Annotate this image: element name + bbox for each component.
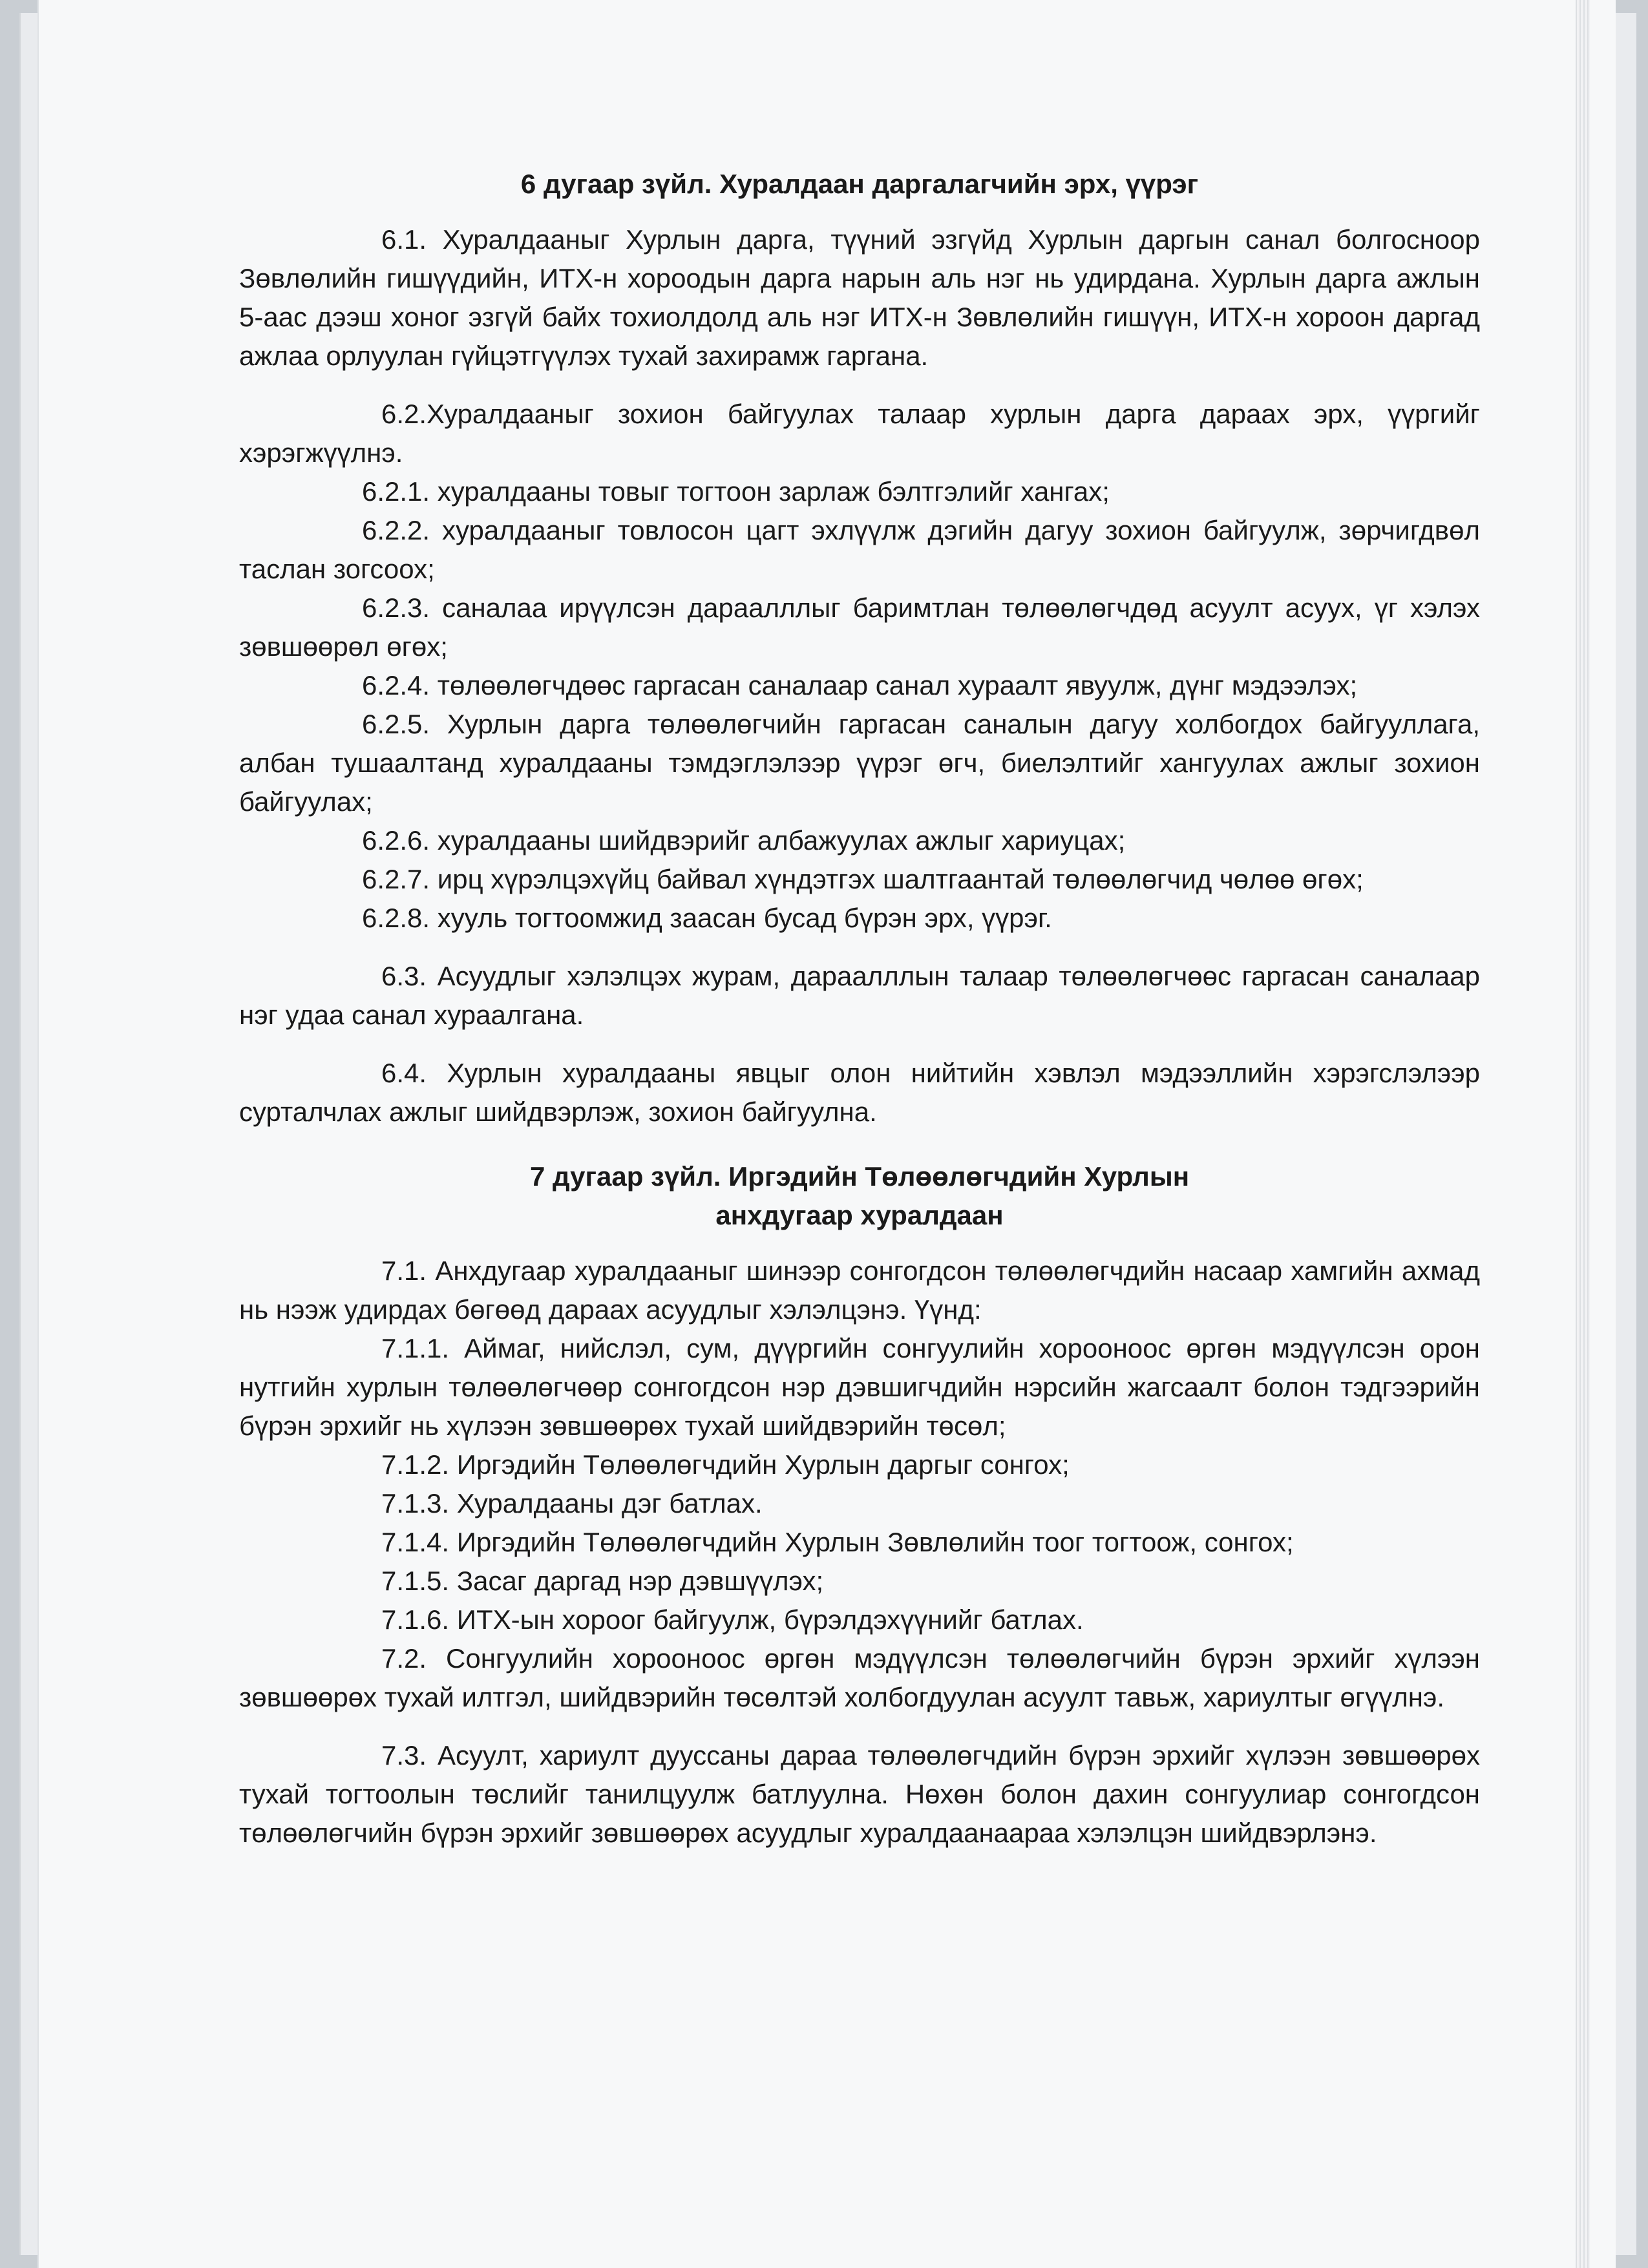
paragraph-6-2-4: 6.2.4. төлөөлөгчдөөс гаргасан саналаар санал хураалт явуулж, дүнг мэдээлэх; <box>362 670 1358 700</box>
paragraph-6-4: 6.4. Хурлын хуралдааны явцыг олон нийтийн хэвлэл мэдээллийн хэрэгслэлээр сурталчлах ажлыг шийдвэрлэж, зохион байгуулна. <box>239 1058 1480 1127</box>
paragraph-7-1-1: 7.1.1. Аймаг, нийслэл, сум, дүүргийн сонгуулийн хорооноос өргөн мэдүүлсэн орон нутгийн хурлын төлөөлөгчөөр сонгогдсон нэр дэвшигчдийн нэрсийн жагсаалт болон тэдгээрийн бүрэн эрхийг нь хүлээн зөвшөөрөх тухай шийдвэрийн төсөл; <box>239 1333 1480 1441</box>
paragraph-6-2-6: 6.2.6. хуралдааны шийдвэрийг албажуулах ажлыг хариуцах; <box>362 825 1126 856</box>
paragraph-6-2-5: 6.2.5. Хурлын дарга төлөөлөгчийн гаргасан саналын дагуу холбогдох байгууллага, албан тушаалтанд хуралдааны тэмдэглэлээр үүрэг өгч, биелэлтийг хангуулах ажлыг зохион байгуулах; <box>239 709 1480 817</box>
paragraph-6-2-2: 6.2.2. хуралдааныг товлосон цагт эхлүүлж дэгийн дагуу зохион байгуулж, зөрчигдвөл таслан зогсоох; <box>239 515 1480 584</box>
paper-edge-lines <box>1576 0 1590 2268</box>
paragraph-7-1-4: 7.1.4. Иргэдийн Төлөөлөгчдийн Хурлын Зөвлөлийн тоог тогтоож, сонгох; <box>381 1527 1294 1557</box>
paragraph-6-2-1: 6.2.1. хуралдааны товыг тогтоон зарлаж бэлтгэлийг хангах; <box>362 476 1110 507</box>
paragraph-7-1-5: 7.1.5. Засаг даргад нэр дэвшүүлэх; <box>381 1566 824 1596</box>
paragraph-6-2-3: 6.2.3. саналаа ирүүлсэн дараалллыг баримтлан төлөөлөгчдөд асуулт асуух, үг хэлэх зөвшөөрөл өгөх; <box>239 593 1480 662</box>
paragraph-7-1-2: 7.1.2. Иргэдийн Төлөөлөгчдийн Хурлын даргыг сонгох; <box>381 1449 1070 1480</box>
paragraph-6-2: 6.2.Хуралдааныг зохион байгуулах талаар хурлын дарга дараах эрх, үүргийг хэрэгжүүлнэ. <box>239 399 1480 468</box>
paragraph-7-1-6: 7.1.6. ИТХ-ын хороог байгуулж, бүрэлдэхүүнийг батлах. <box>381 1604 1084 1635</box>
paragraph-6-2-7: 6.2.7. ирц хүрэлцэхүйц байвал хүндэтгэх шалтгаантай төлөөлөгчид чөлөө өгөх; <box>362 864 1364 894</box>
article-7-title-line-1: 7 дугаар зүйл. Иргэдийн Төлөөлөгчдийн Хурлын <box>529 1161 1190 1192</box>
document-body <box>239 165 1480 1853</box>
paragraph-6-3: 6.3. Асуудлыг хэлэлцэх журам, дараалллын талаар төлөөлөгчөөс гаргасан саналаар нэг удаа санал хураалгана. <box>239 961 1480 1030</box>
article-7-title-line-2: анхдугаар хуралдаан <box>715 1200 1004 1230</box>
paragraph-7-1-3: 7.1.3. Хуралдааны дэг батлах. <box>381 1488 763 1518</box>
paragraph-6-1: 6.1. Хуралдааныг Хурлын дарга, түүний эзгүйд Хурлын даргын санал болгосноор Зөвлөлийн гишүүдийн, ИТХ-н хороодын дарга нарын аль нэг нь удирдана. Хурлын дарга ажлын 5-аас дээш хоног эзгүй байх тохиолдолд аль нэг ИТХ-н Зөвлөлийн гишүүн, ИТХ-н хороон даргад ажлаа орлуулан гүйцэтгүүлэх тухай захирамж гаргана. <box>239 224 1480 371</box>
paragraph-7-2: 7.2. Сонгуулийн хорооноос өргөн мэдүүлсэн төлөөлөгчийн бүрэн эрхийг хүлээн зөвшөөрөх тухай илтгэл, шийдвэрийн төсөлтэй холбогдуулан асуулт тавьж, хариултыг өгүүлнэ. <box>239 1643 1480 1712</box>
paragraph-6-2-8: 6.2.8. хууль тогтоомжид заасан бусад бүрэн эрх, үүрэг. <box>362 903 1052 933</box>
article-6-title: 6 дугаар зүйл. Хуралдаан даргалагчийн эрх, үүрэг <box>520 169 1199 199</box>
paragraph-7-3: 7.3. Асуулт, хариулт дууссаны дараа төлөөлөгчдийн бүрэн эрхийг хүлээн зөвшөөрөх тухай тогтоолын төслийг танилцуулж батлуулна. Нөхөн болон дахин сонгуулиар сонгогдсон төлөөлөгчийн бүрэн эрхийг зөвшөөрөх асуудлыг хуралдаанаараа хэлэлцэн шийдвэрлэнэ. <box>239 1740 1480 1848</box>
article-7-title <box>239 1157 1480 1235</box>
paragraph-7-1: 7.1. Анхдугаар хуралдааныг шинээр сонгогдсон төлөөлөгчдийн насаар хамгийн ахмад нь нээж удирдах бөгөөд дараах асуудлыг хэлэлцэнэ. Үүнд: <box>239 1255 1480 1325</box>
